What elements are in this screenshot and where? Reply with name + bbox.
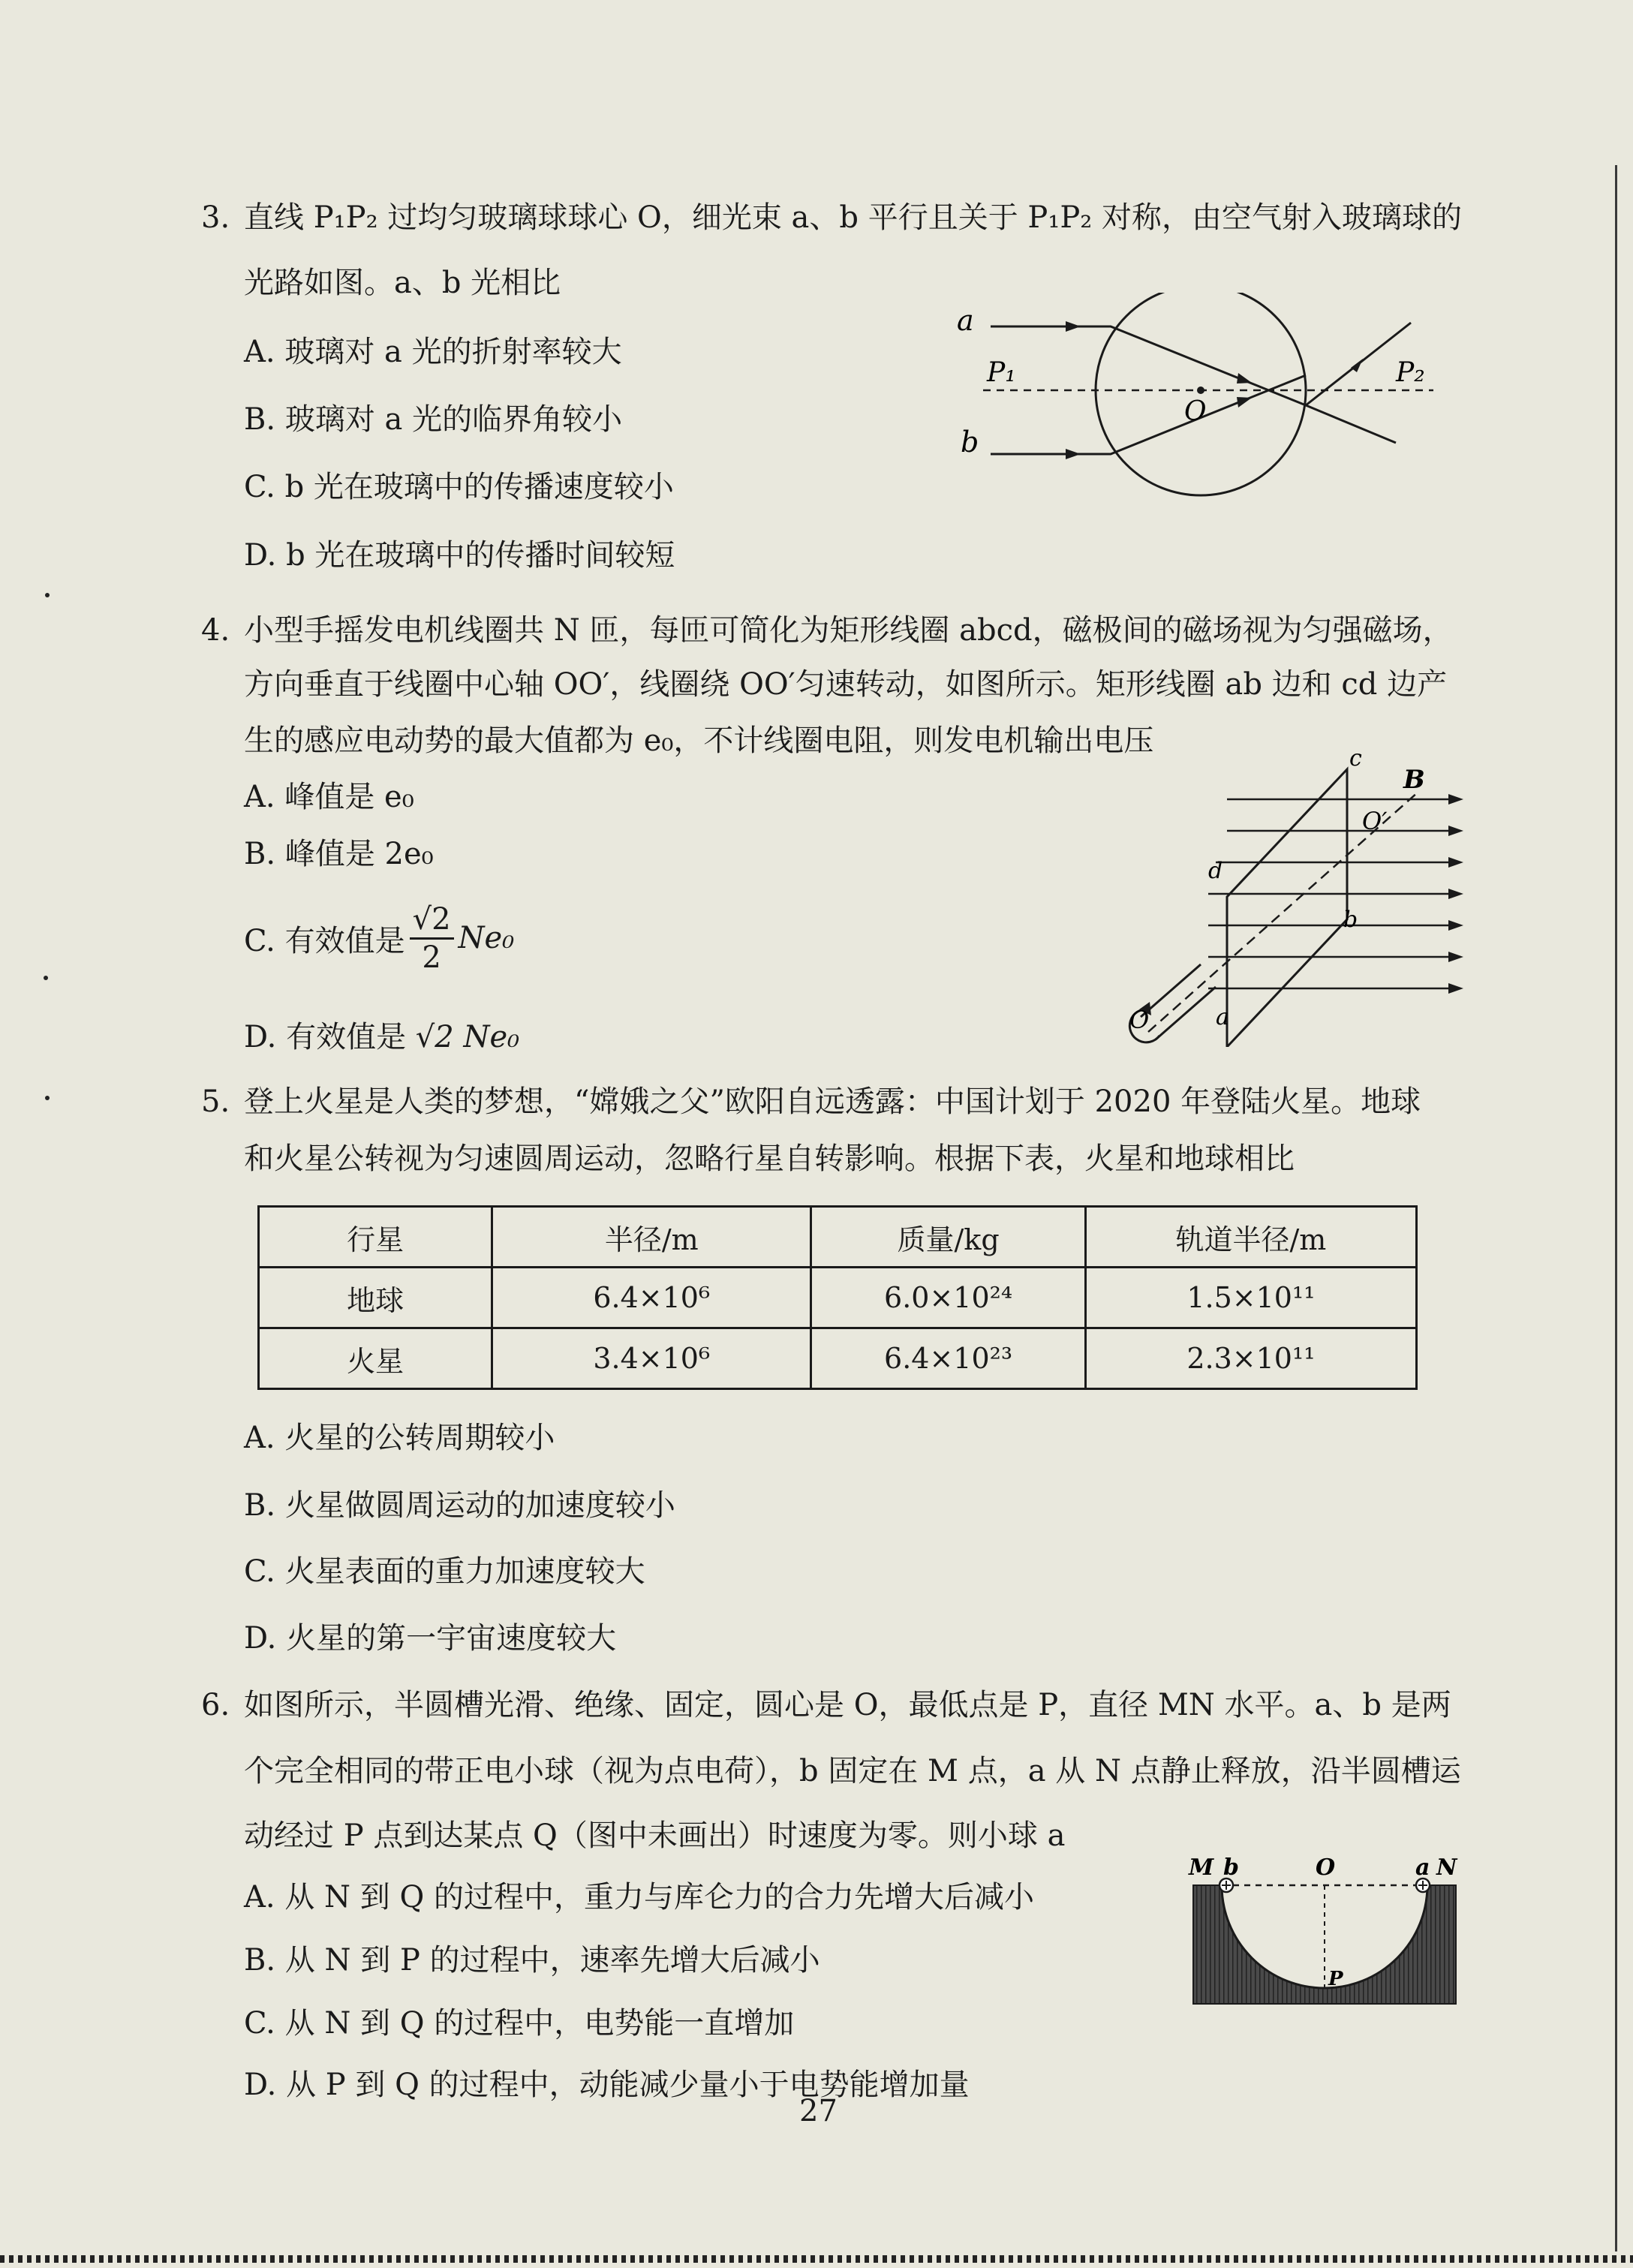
question-number: 6. [201, 1688, 230, 1722]
option-c: C. 从 N 到 Q 的过程中，电势能一直增加 [244, 2006, 795, 2041]
label-p2: P₂ [1396, 357, 1425, 388]
table-cell: 地球 [259, 1268, 492, 1328]
label-d: d [1208, 858, 1223, 884]
label-p: P [1328, 1968, 1343, 1990]
label-o: O [1129, 1006, 1150, 1034]
label-b: b [1223, 1854, 1239, 1881]
fraction-denominator: 2 [422, 940, 441, 975]
table-cell: 2.3×10¹¹ [1085, 1328, 1416, 1389]
option-a: A. 玻璃对 a 光的折射率较大 [244, 335, 622, 369]
scan-speck [45, 1096, 50, 1100]
label-o: O [1316, 1854, 1336, 1881]
label-n: N [1436, 1854, 1457, 1881]
question-stem-line: 和火星公转视为匀速圆周运动，忽略行星自转影响。根据下表，火星和地球相比 [244, 1142, 1295, 1176]
table-cell: 6.4×10²³ [811, 1328, 1085, 1389]
scan-speck [44, 976, 48, 980]
page-number: 27 [799, 2094, 838, 2128]
page-edge-right [1615, 165, 1617, 2251]
table-cell: 6.0×10²⁴ [811, 1268, 1085, 1328]
option-a: A. 从 N 到 Q 的过程中，重力与库仑力的合力先增大后减小 [244, 1880, 1034, 1915]
label-b: b [961, 426, 979, 459]
label-a: a [1415, 1854, 1430, 1881]
table-cell: 火星 [259, 1328, 492, 1389]
option-d: D. 从 P 到 Q 的过程中，动能减少量小于电势能增加量 [244, 2068, 970, 2102]
option-c: C. b 光在玻璃中的传播速度较小 [244, 470, 674, 504]
label-a: a [1216, 1004, 1229, 1030]
table-cell: 1.5×10¹¹ [1085, 1268, 1416, 1328]
table-header-row [259, 1207, 1417, 1268]
scan-speck [45, 593, 50, 597]
question-stem-line: 生的感应电动势的最大值都为 e₀，不计线圈电阻，则发电机输出电压 [244, 723, 1154, 758]
table-row [259, 1268, 1417, 1328]
label-p1: P₁ [987, 357, 1016, 388]
question-number: 4. [201, 613, 230, 648]
question-stem-line: 动经过 P 点到达某点 Q（图中未画出）时速度为零。则小球 a [244, 1818, 1066, 1853]
option-d-text: D. 有效值是 [244, 1020, 407, 1054]
table-header: 质量/kg [811, 1207, 1085, 1268]
label-b: b [1343, 907, 1358, 933]
option-d: D. b 光在玻璃中的传播时间较短 [244, 538, 675, 573]
option-c: C. 火星表面的重力加速度较大 [244, 1554, 645, 1589]
label-c: c [1349, 747, 1362, 772]
glass-sphere-diagram [946, 293, 1456, 540]
question-stem-line: 个完全相同的带正电小球（视为点电荷），b 固定在 M 点，a 从 N 点静止释放，沿半圆槽运 [244, 1754, 1461, 1788]
table-row [259, 1328, 1417, 1389]
label-o-prime: O′ [1362, 807, 1388, 835]
option-b: B. 火星做圆周运动的加速度较小 [244, 1488, 675, 1523]
question-stem-line: 小型手摇发电机线圈共 N 匝，每匝可简化为矩形线圈 abcd，磁极间的磁场视为匀强磁场， [244, 613, 1453, 648]
table-header: 轨道半径/m [1085, 1207, 1416, 1268]
option-c-tail: Ne₀ [458, 921, 515, 955]
label-a: a [957, 304, 974, 337]
option-c [244, 897, 514, 979]
option-a: A. 火星的公转周期较小 [244, 1421, 555, 1455]
question-stem-line: 光路如图。a、b 光相比 [244, 266, 561, 300]
label-o: O [1184, 396, 1207, 427]
label-m: M [1189, 1854, 1214, 1881]
table-cell: 6.4×10⁶ [492, 1268, 811, 1328]
table-header: 半径/m [492, 1207, 811, 1268]
option-d [244, 1016, 519, 1058]
option-c-text: C. 有效值是 [244, 923, 405, 958]
table-header: 行星 [259, 1207, 492, 1268]
semicircle-groove-diagram [1178, 1846, 1471, 2011]
generator-coil-diagram [1118, 747, 1471, 1047]
fraction [410, 901, 454, 976]
option-d-math: √2 Ne₀ [415, 1020, 520, 1054]
fraction-numerator: √2 [410, 901, 454, 940]
question-stem-line: 方向垂直于线圈中心轴 OO′，线圈绕 OO′匀速转动，如图所示。矩形线圈 ab 边和 cd 边产 [244, 667, 1448, 702]
option-d: D. 火星的第一宇宙速度较大 [244, 1621, 617, 1656]
page-edge-bottom [0, 2255, 1633, 2263]
question-stem-line: 登上火星是人类的梦想，“嫦娥之父”欧阳自远透露：中国计划于 2020 年登陆火星。地球 [244, 1084, 1421, 1119]
question-number: 3. [201, 200, 230, 235]
option-b: B. 玻璃对 a 光的临界角较小 [244, 402, 623, 437]
option-a: A. 峰值是 e₀ [244, 780, 414, 814]
label-b-field: B [1403, 765, 1425, 795]
table-cell: 3.4×10⁶ [492, 1328, 811, 1389]
question-number: 5. [201, 1084, 230, 1119]
question-stem-line: 直线 P₁P₂ 过均匀玻璃球球心 O，细光束 a、b 平行且关于 P₁P₂ 对称，由空气射入玻璃球的 [244, 200, 1463, 235]
planet-data-table [257, 1205, 1418, 1390]
option-b: B. 峰值是 2e₀ [244, 837, 434, 871]
option-b: B. 从 N 到 P 的过程中，速率先增大后减小 [244, 1943, 820, 1978]
question-stem-line: 如图所示，半圆槽光滑、绝缘、固定，圆心是 O，最低点是 P，直径 MN 水平。a、b 是两 [244, 1688, 1451, 1722]
